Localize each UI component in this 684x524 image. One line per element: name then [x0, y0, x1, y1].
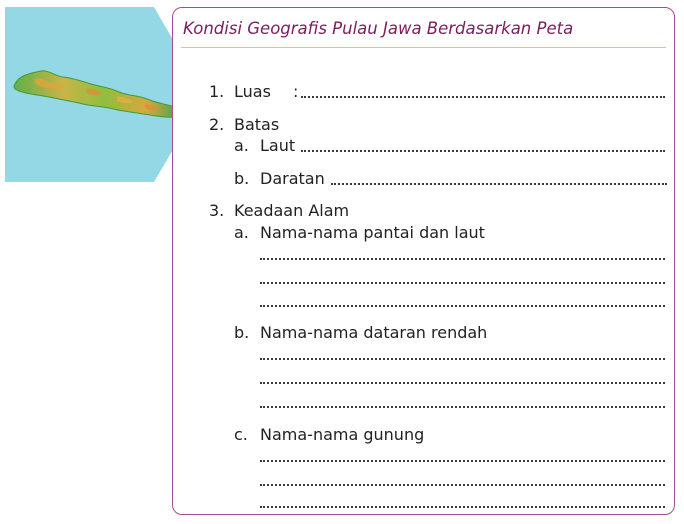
answer-line-dataran-2[interactable] — [260, 382, 665, 384]
item-label-luas: Luas — [234, 82, 271, 101]
sub-letter-dataran: b. — [234, 323, 250, 342]
sub-letter-daratan: b. — [234, 169, 250, 188]
page-title: Kondisi Geografis Pulau Jawa Berdasarkan Peta — [183, 19, 574, 38]
sub-letter-pantai: a. — [234, 223, 249, 242]
sub-label-laut: Laut — [260, 136, 296, 155]
item-label-batas: Batas — [234, 115, 280, 134]
sub-label-gunung: Nama-nama gunung — [260, 425, 425, 444]
sub-letter-gunung: c. — [234, 425, 248, 444]
answer-line-dataran-1[interactable] — [260, 358, 665, 360]
sub-label-dataran: Nama-nama dataran rendah — [260, 323, 488, 342]
item-number-1: 1. — [209, 82, 225, 101]
sub-label-pantai: Nama-nama pantai dan laut — [260, 223, 485, 242]
answer-line-pantai-1[interactable] — [260, 258, 665, 260]
title-divider — [181, 47, 666, 48]
item-number-2: 2. — [209, 115, 225, 134]
answer-line-luas[interactable] — [301, 96, 665, 98]
answer-line-pantai-3[interactable] — [260, 305, 665, 307]
answer-line-pantai-2[interactable] — [260, 282, 665, 284]
answer-line-daratan[interactable] — [331, 183, 667, 185]
answer-line-gunung-1[interactable] — [260, 460, 665, 462]
answer-line-gunung-3[interactable] — [260, 506, 665, 508]
sub-label-daratan: Daratan — [260, 169, 325, 188]
answer-line-dataran-3[interactable] — [260, 406, 665, 408]
item-number-3: 3. — [209, 201, 225, 220]
item-colon-luas: : — [293, 82, 299, 101]
item-label-keadaan-alam: Keadaan Alam — [234, 201, 350, 220]
answer-line-laut[interactable] — [301, 150, 665, 152]
answer-line-gunung-2[interactable] — [260, 484, 665, 486]
worksheet-card — [172, 7, 675, 515]
sub-letter-laut: a. — [234, 136, 249, 155]
